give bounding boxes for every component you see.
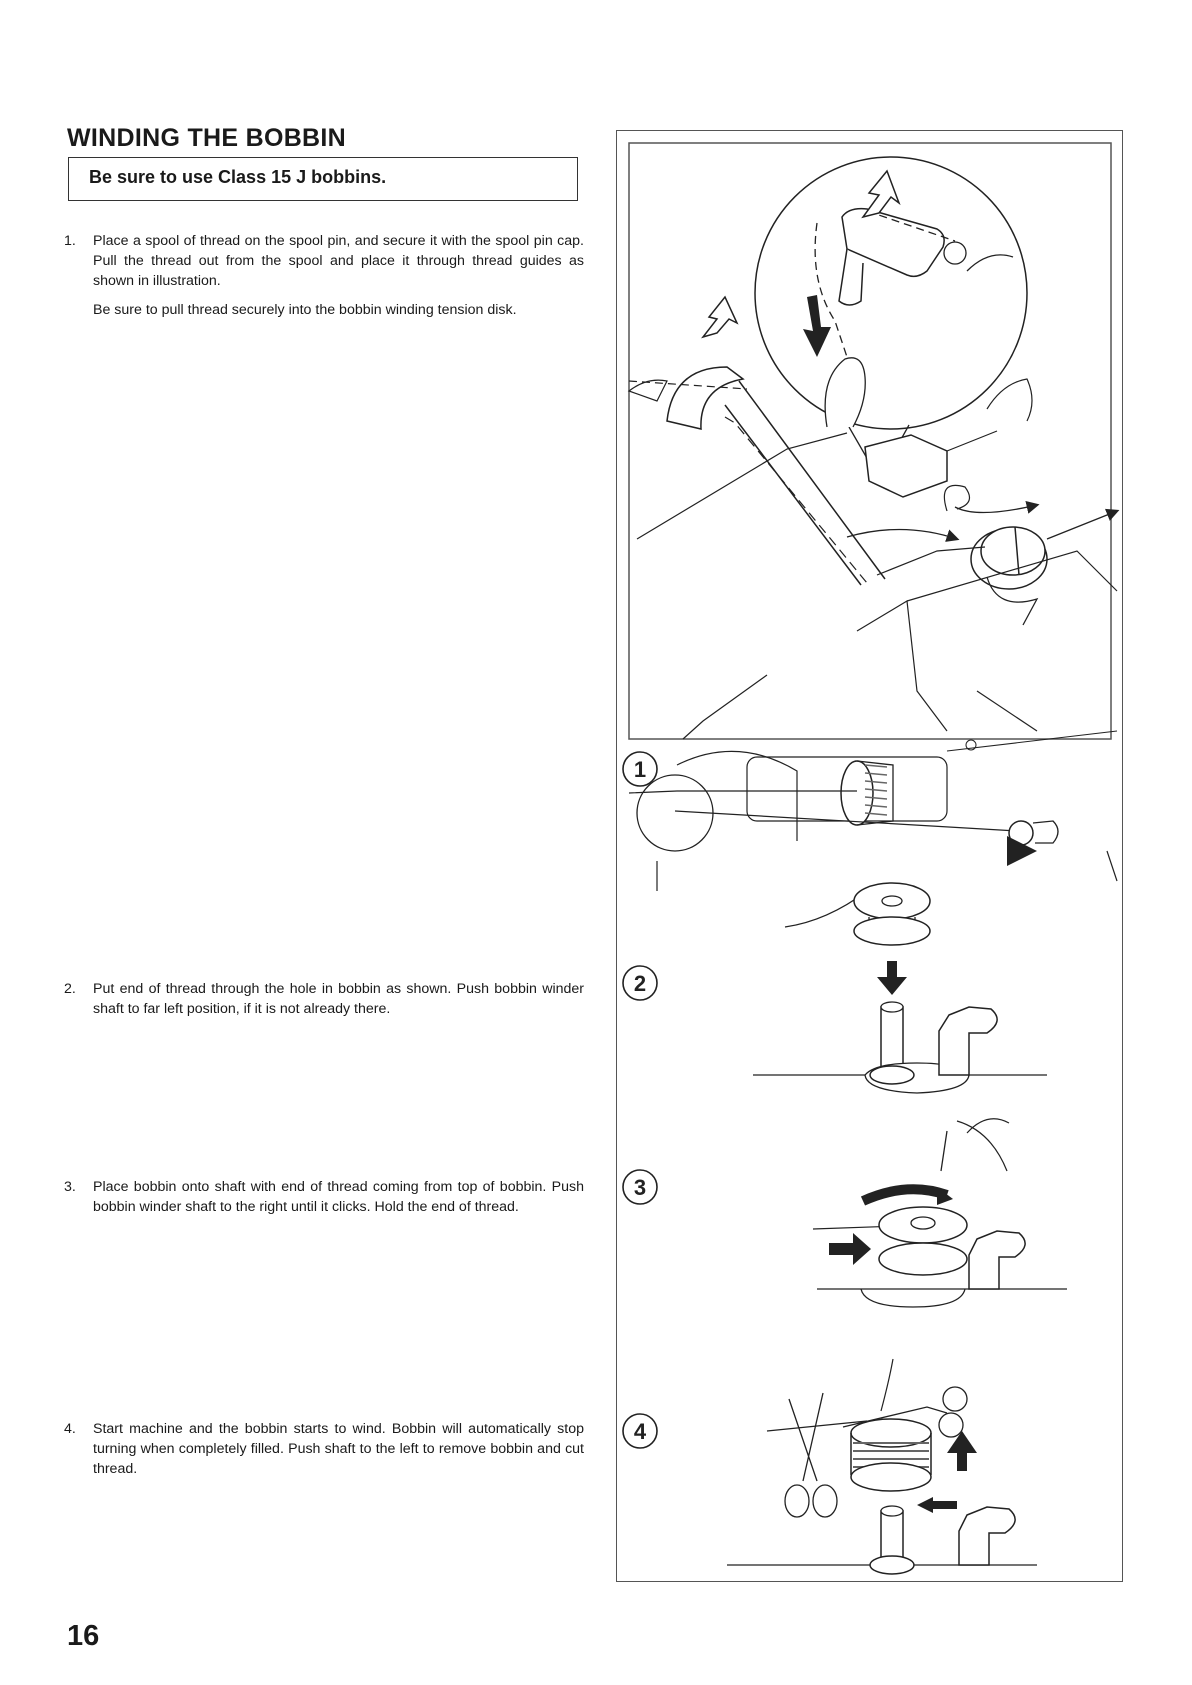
figure-2-bobbin-on-shaft	[753, 883, 1047, 1093]
illustration-canvas	[617, 131, 1124, 1583]
svg-text:3: 3	[633, 1175, 647, 1200]
step-text: Start machine and the bobbin starts to wind. Bobbin will automatically stop turning when completely filled. Push shaft to the left to remove bobbin and cut thread.	[93, 1421, 584, 1477]
step-3	[64, 1177, 584, 1217]
step-number: 4.	[64, 1421, 76, 1437]
figure-label-2	[623, 966, 657, 1000]
step-text: Place a spool of thread on the spool pin, and secure it with the spool pin cap. Pull the thread out from the spool and place it through thread guides as shown in illustration.	[93, 233, 584, 289]
bobbin-class-notice: Be sure to use Class 15 J bobbins.	[68, 157, 578, 201]
step-number: 2.	[64, 981, 76, 997]
page-number: 16	[67, 1620, 100, 1652]
thread-guide-detail	[629, 143, 1117, 739]
step-number: 3.	[64, 1179, 76, 1195]
step-4	[64, 1419, 584, 1479]
svg-text:2: 2	[633, 971, 647, 996]
step-number: 1.	[64, 233, 76, 249]
page-title: WINDING THE BOBBIN	[67, 124, 346, 152]
figure-label-1	[623, 752, 657, 786]
step-text: Put end of thread through the hole in bobbin as shown. Push bobbin winder shaft to far left position, if it is not already there.	[93, 981, 584, 1017]
step-1	[64, 231, 584, 320]
step-text-note: Be sure to pull thread securely into the bobbin winding tension disk.	[93, 302, 517, 318]
illustration-panel	[616, 130, 1123, 1582]
svg-text:1: 1	[633, 757, 647, 782]
figure-4-cut-thread	[727, 1359, 1037, 1574]
step-2	[64, 979, 584, 1019]
figure-3-bobbin-wind-start	[813, 1119, 1067, 1307]
step-text: Place bobbin onto shaft with end of thread coming from top of bobbin. Push bobbin winder shaft to the right until it clicks. Hold the end of thread.	[93, 1179, 584, 1215]
figure-1-machine-top	[629, 675, 1117, 891]
svg-text:4: 4	[633, 1419, 647, 1444]
figure-label-3	[623, 1170, 657, 1204]
figure-label-4	[623, 1414, 657, 1448]
